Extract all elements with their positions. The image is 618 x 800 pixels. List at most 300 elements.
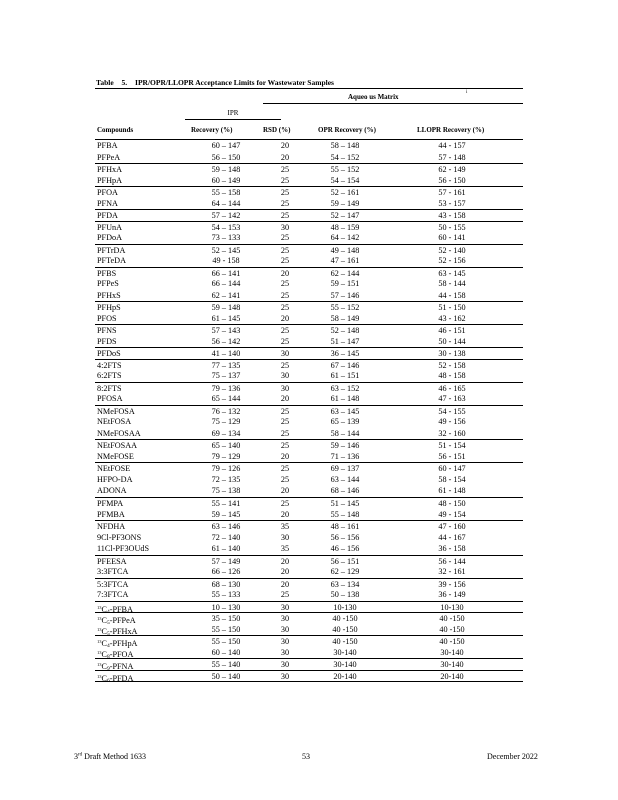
- col-recovery-header: Recovery (%): [191, 126, 233, 134]
- llopr-recovery-cell: 46 - 151: [438, 326, 466, 336]
- recovery-cell: 61 – 140: [211, 544, 241, 554]
- compound-cell: 7:3FTCA: [97, 590, 129, 600]
- recovery-cell: 41 – 140: [211, 349, 241, 359]
- isotope-mass: 13: [97, 639, 102, 645]
- llopr-recovery-cell: 54 - 155: [438, 406, 466, 416]
- table-row: [95, 370, 523, 382]
- rsd-cell: 25: [280, 336, 290, 346]
- carbon-symbol: C: [101, 662, 107, 672]
- table-row: [95, 152, 523, 164]
- llopr-recovery-cell: 30-140: [440, 647, 464, 657]
- rsd-cell: 30: [280, 222, 290, 232]
- rsd-cell: 20: [280, 313, 290, 323]
- col-compounds-header: Compounds: [97, 126, 134, 134]
- rsd-cell: 25: [280, 211, 290, 221]
- table-row: [95, 336, 523, 348]
- compound-cell: 6:2FTS: [97, 371, 122, 381]
- rsd-cell: 30: [280, 624, 290, 634]
- compound-cell: PFTrDA: [97, 245, 126, 255]
- carbon-symbol: C: [101, 673, 107, 683]
- isotope-mass: 13: [97, 604, 102, 610]
- recovery-cell: 62 – 141: [211, 290, 241, 300]
- compound-cell: NMeFOSAA: [97, 428, 141, 438]
- table-row: [95, 474, 523, 486]
- opr-recovery-cell: 54 – 154: [330, 175, 360, 185]
- table-row: [95, 140, 523, 152]
- opr-recovery-cell: 62 – 144: [330, 268, 360, 278]
- recovery-cell: 52 – 145: [211, 245, 241, 255]
- col-opr-header: OPR Recovery (%): [318, 126, 376, 134]
- table-title: IPR/OPR/LLOPR Acceptance Limits for Wastewater Samples: [135, 78, 334, 87]
- table-row: [95, 485, 523, 497]
- opr-recovery-cell: 58 – 148: [330, 141, 360, 150]
- rsd-cell: 30: [280, 602, 290, 612]
- table-body: [95, 140, 523, 682]
- compound-cell: NMeFOSA: [97, 406, 135, 416]
- recovery-cell: 55 – 140: [211, 660, 241, 670]
- opr-recovery-cell: 40 -150: [332, 624, 358, 634]
- opr-recovery-cell: 59 – 146: [330, 441, 360, 451]
- recovery-cell: 59 – 148: [211, 303, 241, 313]
- rsd-cell: 35: [280, 544, 290, 554]
- rsd-cell: 25: [280, 245, 290, 255]
- rsd-cell: 20: [280, 268, 290, 278]
- table-row: [95, 232, 523, 244]
- compound-cell: PFOSA: [97, 394, 123, 404]
- aqueous-matrix-note: i: [466, 90, 468, 95]
- rsd-cell: 25: [280, 188, 290, 198]
- compound-cell: 5:3FTCA: [97, 579, 129, 589]
- rsd-cell: 25: [280, 474, 290, 484]
- llopr-recovery-cell: 56 - 144: [438, 556, 466, 566]
- compound-name: -PFHpA: [109, 639, 138, 649]
- compound-cell: PFHxS: [97, 290, 121, 300]
- compound-name: -PFNA: [109, 662, 134, 672]
- carbon-count: 5: [106, 620, 110, 627]
- recovery-cell: 56 – 142: [211, 336, 241, 346]
- col-llopr-header: LLOPR Recovery (%): [417, 126, 485, 134]
- rsd-cell: 35: [280, 522, 290, 532]
- recovery-cell: 55 – 158: [211, 188, 241, 198]
- rsd-cell: 25: [280, 198, 290, 208]
- llopr-recovery-cell: 10-130: [440, 602, 464, 612]
- footer-date: December 2022: [487, 752, 538, 761]
- recovery-cell: 50 – 140: [211, 671, 241, 681]
- carbon-symbol: C: [101, 616, 107, 626]
- llopr-recovery-cell: 30 - 138: [438, 349, 466, 359]
- opr-recovery-cell: 10-130: [333, 602, 357, 612]
- opr-recovery-cell: 58 – 144: [330, 428, 360, 438]
- llopr-recovery-cell: 44 - 158: [438, 290, 466, 300]
- recovery-cell: 73 – 133: [211, 233, 241, 243]
- table-row: [95, 462, 523, 474]
- recovery-cell: 64 – 144: [211, 198, 241, 208]
- llopr-recovery-cell: 43 - 162: [438, 313, 466, 323]
- opr-recovery-cell: 61 – 148: [330, 394, 360, 404]
- table-row: [95, 555, 523, 567]
- compound-name: -PFOA: [109, 649, 134, 659]
- table-row: [95, 428, 523, 440]
- llopr-recovery-cell: 51 - 150: [438, 303, 466, 313]
- opr-recovery-cell: 63 – 134: [330, 579, 360, 589]
- rsd-cell: 25: [280, 464, 290, 474]
- rsd-cell: 25: [280, 590, 290, 600]
- llopr-recovery-cell: 53 - 157: [438, 198, 466, 208]
- llopr-recovery-cell: 52 - 156: [438, 256, 466, 266]
- rsd-cell: 30: [280, 383, 290, 393]
- llopr-recovery-cell: 43 - 158: [438, 211, 466, 221]
- compound-cell: PFNS: [97, 326, 117, 336]
- rsd-cell: 25: [280, 360, 290, 370]
- carbon-count: 4: [106, 643, 110, 650]
- recovery-cell: 60 – 140: [211, 647, 241, 657]
- recovery-cell: 66 – 141: [211, 268, 241, 278]
- table-number: 5.: [121, 78, 128, 87]
- compound-cell: NFDHA: [97, 522, 126, 532]
- table-row: [95, 658, 523, 673]
- opr-recovery-cell: 30-140: [333, 660, 357, 670]
- llopr-recovery-cell: 30-140: [440, 660, 464, 670]
- recovery-cell: 55 – 150: [211, 624, 241, 634]
- rsd-cell: 25: [280, 498, 290, 508]
- recovery-cell: 72 – 135: [211, 474, 241, 484]
- recovery-cell: 57 – 143: [211, 326, 241, 336]
- isotope-mass: 13: [97, 616, 102, 622]
- compound-cell: PFDoA: [97, 233, 123, 243]
- rsd-cell: 25: [280, 441, 290, 451]
- llopr-recovery-cell: 63 - 145: [438, 268, 466, 278]
- aqueous-matrix-header: [263, 89, 523, 104]
- compound-cell: ADONA: [97, 486, 127, 496]
- opr-recovery-cell: 50 – 138: [330, 590, 360, 600]
- carbon-count: 8: [106, 653, 110, 660]
- recovery-cell: 63 – 146: [211, 522, 241, 532]
- llopr-recovery-cell: 20-140: [440, 671, 464, 681]
- recovery-cell: 75 – 138: [211, 486, 241, 496]
- compound-cell: PFMPA: [97, 498, 124, 508]
- compound-cell: PFDoS: [97, 349, 121, 359]
- ipr-header: [185, 105, 281, 120]
- compound-name: -PFDA: [109, 673, 134, 683]
- compound-cell: 3:3FTCA: [97, 567, 129, 577]
- rsd-cell: 30: [280, 671, 290, 681]
- recovery-cell: 77 – 135: [211, 360, 241, 370]
- rsd-cell: 30: [280, 614, 290, 624]
- footer-page-number: 53: [302, 752, 310, 761]
- recovery-cell: 57 – 149: [211, 556, 241, 566]
- table-row: [95, 624, 523, 636]
- rsd-cell: 25: [280, 303, 290, 313]
- opr-recovery-cell: 69 – 137: [330, 464, 360, 474]
- footer-method: [74, 752, 146, 761]
- llopr-recovery-cell: 58 - 154: [438, 474, 466, 484]
- recovery-cell: 69 – 134: [211, 428, 241, 438]
- compound-cell: [97, 671, 133, 688]
- opr-recovery-cell: 62 – 129: [330, 567, 360, 577]
- compound-name: -PFPeA: [109, 616, 136, 626]
- llopr-recovery-cell: 57 - 148: [438, 152, 466, 162]
- llopr-recovery-cell: 40 -150: [439, 624, 465, 634]
- rsd-cell: 20: [280, 486, 290, 496]
- rsd-cell: 30: [280, 660, 290, 670]
- recovery-cell: 56 – 150: [211, 152, 241, 162]
- table-label: Table: [96, 78, 114, 87]
- compound-cell: NEtFOSAA: [97, 441, 138, 451]
- opr-recovery-cell: 51 – 145: [330, 498, 360, 508]
- opr-recovery-cell: 48 – 161: [330, 522, 360, 532]
- compound-cell: PFDS: [97, 336, 117, 346]
- rsd-cell: 25: [280, 326, 290, 336]
- table-row: [95, 439, 523, 451]
- recovery-cell: 60 – 147: [211, 141, 241, 150]
- recovery-cell: 10 – 130: [211, 602, 241, 612]
- compound-cell: PFDA: [97, 211, 118, 221]
- table-row: [95, 601, 523, 613]
- opr-recovery-cell: 40 -150: [332, 614, 358, 624]
- llopr-recovery-cell: 62 - 149: [438, 165, 466, 175]
- rsd-cell: 25: [280, 417, 290, 427]
- table-row: [95, 532, 523, 544]
- llopr-recovery-cell: 44 - 167: [438, 532, 466, 542]
- carbon-count: 4: [106, 608, 110, 615]
- recovery-cell: 66 – 144: [211, 279, 241, 289]
- rsd-cell: 25: [280, 290, 290, 300]
- carbon-count: 9: [106, 666, 110, 673]
- table-row: [95, 578, 523, 590]
- opr-recovery-cell: 59 – 149: [330, 198, 360, 208]
- col-rsd-header: RSD (%): [263, 126, 291, 134]
- compound-cell: 4:2FTS: [97, 360, 122, 370]
- opr-recovery-cell: 64 – 142: [330, 233, 360, 243]
- aqueous-matrix-label: Aqueo us Matrix: [348, 93, 399, 101]
- table-row: [95, 543, 523, 555]
- compound-cell: PFEESA: [97, 556, 127, 566]
- opr-recovery-cell: 63 – 152: [330, 383, 360, 393]
- rsd-cell: 30: [280, 532, 290, 542]
- llopr-recovery-cell: 52 - 158: [438, 360, 466, 370]
- isotope-mass: 13: [97, 662, 102, 668]
- compound-cell: NEtFOSA: [97, 417, 132, 427]
- compound-cell: PFPeA: [97, 152, 121, 162]
- compound-cell: PFOA: [97, 188, 118, 198]
- recovery-cell: 66 – 126: [211, 567, 241, 577]
- opr-recovery-cell: 56 – 151: [330, 556, 360, 566]
- llopr-recovery-cell: 32 - 160: [438, 428, 466, 438]
- table-row: [95, 382, 523, 394]
- table-row: [95, 670, 523, 682]
- compound-cell: PFMBA: [97, 509, 125, 519]
- isotope-mass: 13: [97, 649, 102, 655]
- carbon-symbol: C: [101, 604, 107, 614]
- opr-recovery-cell: 65 – 139: [330, 417, 360, 427]
- rsd-cell: 20: [280, 579, 290, 589]
- llopr-recovery-cell: 40 -150: [439, 614, 465, 624]
- compound-cell: 9Cl-PF3ONS: [97, 532, 142, 542]
- table-row: [95, 186, 523, 198]
- opr-recovery-cell: 20-140: [333, 671, 357, 681]
- table-row: [95, 347, 523, 359]
- carbon-symbol: C: [101, 626, 107, 636]
- rsd-cell: 25: [280, 175, 290, 185]
- table-row: [95, 647, 523, 659]
- recovery-cell: 59 – 148: [211, 165, 241, 175]
- recovery-cell: 79 – 129: [211, 451, 241, 461]
- table-row: [95, 255, 523, 267]
- rsd-cell: 20: [280, 556, 290, 566]
- llopr-recovery-cell: 57 - 161: [438, 188, 466, 198]
- rsd-cell: 20: [280, 509, 290, 519]
- isotope-mass: 13: [97, 626, 102, 632]
- opr-recovery-cell: 55 – 152: [330, 303, 360, 313]
- opr-recovery-cell: 63 – 145: [330, 406, 360, 416]
- compound-cell: PFUnA: [97, 222, 123, 232]
- compound-cell: 11Cl-PF3OUdS: [97, 544, 150, 554]
- recovery-cell: 75 – 129: [211, 417, 241, 427]
- compound-cell: PFTeDA: [97, 256, 126, 266]
- rsd-cell: 20: [280, 141, 290, 150]
- llopr-recovery-cell: 56 - 151: [438, 451, 466, 461]
- rsd-cell: 25: [280, 165, 290, 175]
- carbon-count: 6: [106, 677, 110, 684]
- recovery-cell: 75 – 137: [211, 371, 241, 381]
- llopr-recovery-cell: 50 - 144: [438, 336, 466, 346]
- llopr-recovery-cell: 60 - 147: [438, 464, 466, 474]
- opr-recovery-cell: 58 – 149: [330, 313, 360, 323]
- rsd-cell: 25: [280, 233, 290, 243]
- compound-cell: NMeFOSE: [97, 451, 134, 461]
- recovery-cell: 61 – 145: [211, 313, 241, 323]
- table-row: [95, 267, 523, 279]
- llopr-recovery-cell: 40 -150: [439, 637, 465, 647]
- rsd-cell: 30: [280, 637, 290, 647]
- table-row: [95, 393, 523, 405]
- llopr-recovery-cell: 36 - 149: [438, 590, 466, 600]
- opr-recovery-cell: 55 – 148: [330, 509, 360, 519]
- table-row: [95, 612, 523, 627]
- table-row: [95, 324, 523, 336]
- llopr-recovery-cell: 49 - 156: [438, 417, 466, 427]
- opr-recovery-cell: 54 – 152: [330, 152, 360, 162]
- rsd-cell: 20: [280, 451, 290, 461]
- llopr-recovery-cell: 48 - 158: [438, 371, 466, 381]
- compound-cell: HFPO-DA: [97, 474, 133, 484]
- llopr-recovery-cell: 47 - 163: [438, 394, 466, 404]
- llopr-recovery-cell: 50 - 155: [438, 222, 466, 232]
- recovery-cell: 79 – 136: [211, 383, 241, 393]
- table-row: [95, 198, 523, 210]
- table-row: [95, 497, 523, 509]
- recovery-cell: 79 – 126: [211, 464, 241, 474]
- opr-recovery-cell: 55 – 152: [330, 165, 360, 175]
- llopr-recovery-cell: 49 - 154: [438, 509, 466, 519]
- table-row: [95, 313, 523, 325]
- rsd-cell: 20: [280, 567, 290, 577]
- compound-cell: PFHxA: [97, 165, 123, 175]
- rsd-cell: 25: [280, 256, 290, 266]
- compound-cell: PFBS: [97, 268, 117, 278]
- table-row: [95, 416, 523, 428]
- opr-recovery-cell: 59 – 151: [330, 279, 360, 289]
- recovery-cell: 65 – 140: [211, 441, 241, 451]
- opr-recovery-cell: 63 – 144: [330, 474, 360, 484]
- table-header: [95, 88, 523, 140]
- recovery-cell: 57 – 142: [211, 211, 241, 221]
- compound-cell: PFOS: [97, 313, 117, 323]
- table-row: [95, 405, 523, 417]
- recovery-cell: 35 – 150: [211, 614, 241, 624]
- table-row: [95, 589, 523, 601]
- opr-recovery-cell: 36 – 145: [330, 349, 360, 359]
- llopr-recovery-cell: 58 - 144: [438, 279, 466, 289]
- isotope-mass: 13: [97, 673, 102, 679]
- recovery-cell: 72 – 140: [211, 532, 241, 542]
- recovery-cell: 65 – 144: [211, 394, 241, 404]
- opr-recovery-cell: 71 – 136: [330, 451, 360, 461]
- carbon-symbol: C: [101, 649, 107, 659]
- rsd-cell: 30: [280, 349, 290, 359]
- recovery-cell: 59 – 145: [211, 509, 241, 519]
- recovery-cell: 49 - 158: [212, 256, 240, 266]
- opr-recovery-cell: 67 – 146: [330, 360, 360, 370]
- table-row: [95, 635, 523, 650]
- llopr-recovery-cell: 61 - 148: [438, 486, 466, 496]
- recovery-cell: 68 – 130: [211, 579, 241, 589]
- table-caption: [96, 78, 334, 87]
- recovery-cell: 55 – 150: [211, 637, 241, 647]
- table-row: [95, 244, 523, 256]
- llopr-recovery-cell: 48 - 150: [438, 498, 466, 508]
- llopr-recovery-cell: 36 - 158: [438, 544, 466, 554]
- table-row: [95, 221, 523, 233]
- ipr-label: IPR: [227, 109, 239, 117]
- rsd-cell: 25: [280, 406, 290, 416]
- rsd-cell: 25: [280, 428, 290, 438]
- footer-method-suffix: rd: [78, 752, 83, 758]
- rsd-cell: 30: [280, 371, 290, 381]
- carbon-count: 5: [106, 630, 110, 637]
- llopr-recovery-cell: 44 - 157: [438, 141, 466, 150]
- opr-recovery-cell: 61 – 151: [330, 371, 360, 381]
- compound-cell: PFHpA: [97, 175, 123, 185]
- llopr-recovery-cell: 46 - 165: [438, 383, 466, 393]
- recovery-cell: 55 – 133: [211, 590, 241, 600]
- rsd-cell: 30: [280, 647, 290, 657]
- table-row: [95, 451, 523, 463]
- footer-method-number: 3: [74, 752, 78, 761]
- compound-name: -PFHxA: [109, 626, 138, 636]
- recovery-cell: 76 – 132: [211, 406, 241, 416]
- acceptance-limits-table: [95, 88, 523, 682]
- opr-recovery-cell: 40 -150: [332, 637, 358, 647]
- compound-cell: NEtFOSE: [97, 464, 131, 474]
- table-row: [95, 566, 523, 578]
- opr-recovery-cell: 52 – 161: [330, 188, 360, 198]
- llopr-recovery-cell: 32 - 161: [438, 567, 466, 577]
- table-row: [95, 359, 523, 371]
- llopr-recovery-cell: 51 - 154: [438, 441, 466, 451]
- llopr-recovery-cell: 47 - 160: [438, 522, 466, 532]
- footer-method-text: Draft Method 1633: [82, 752, 146, 761]
- table-row: [95, 278, 523, 290]
- compound-cell: PFBA: [97, 141, 118, 150]
- opr-recovery-cell: 68 – 146: [330, 486, 360, 496]
- llopr-recovery-cell: 56 - 150: [438, 175, 466, 185]
- compound-cell: PFNA: [97, 198, 118, 208]
- opr-recovery-cell: 51 – 147: [330, 336, 360, 346]
- opr-recovery-cell: 52 – 147: [330, 211, 360, 221]
- opr-recovery-cell: 49 – 148: [330, 245, 360, 255]
- compound-cell: 8:2FTS: [97, 383, 122, 393]
